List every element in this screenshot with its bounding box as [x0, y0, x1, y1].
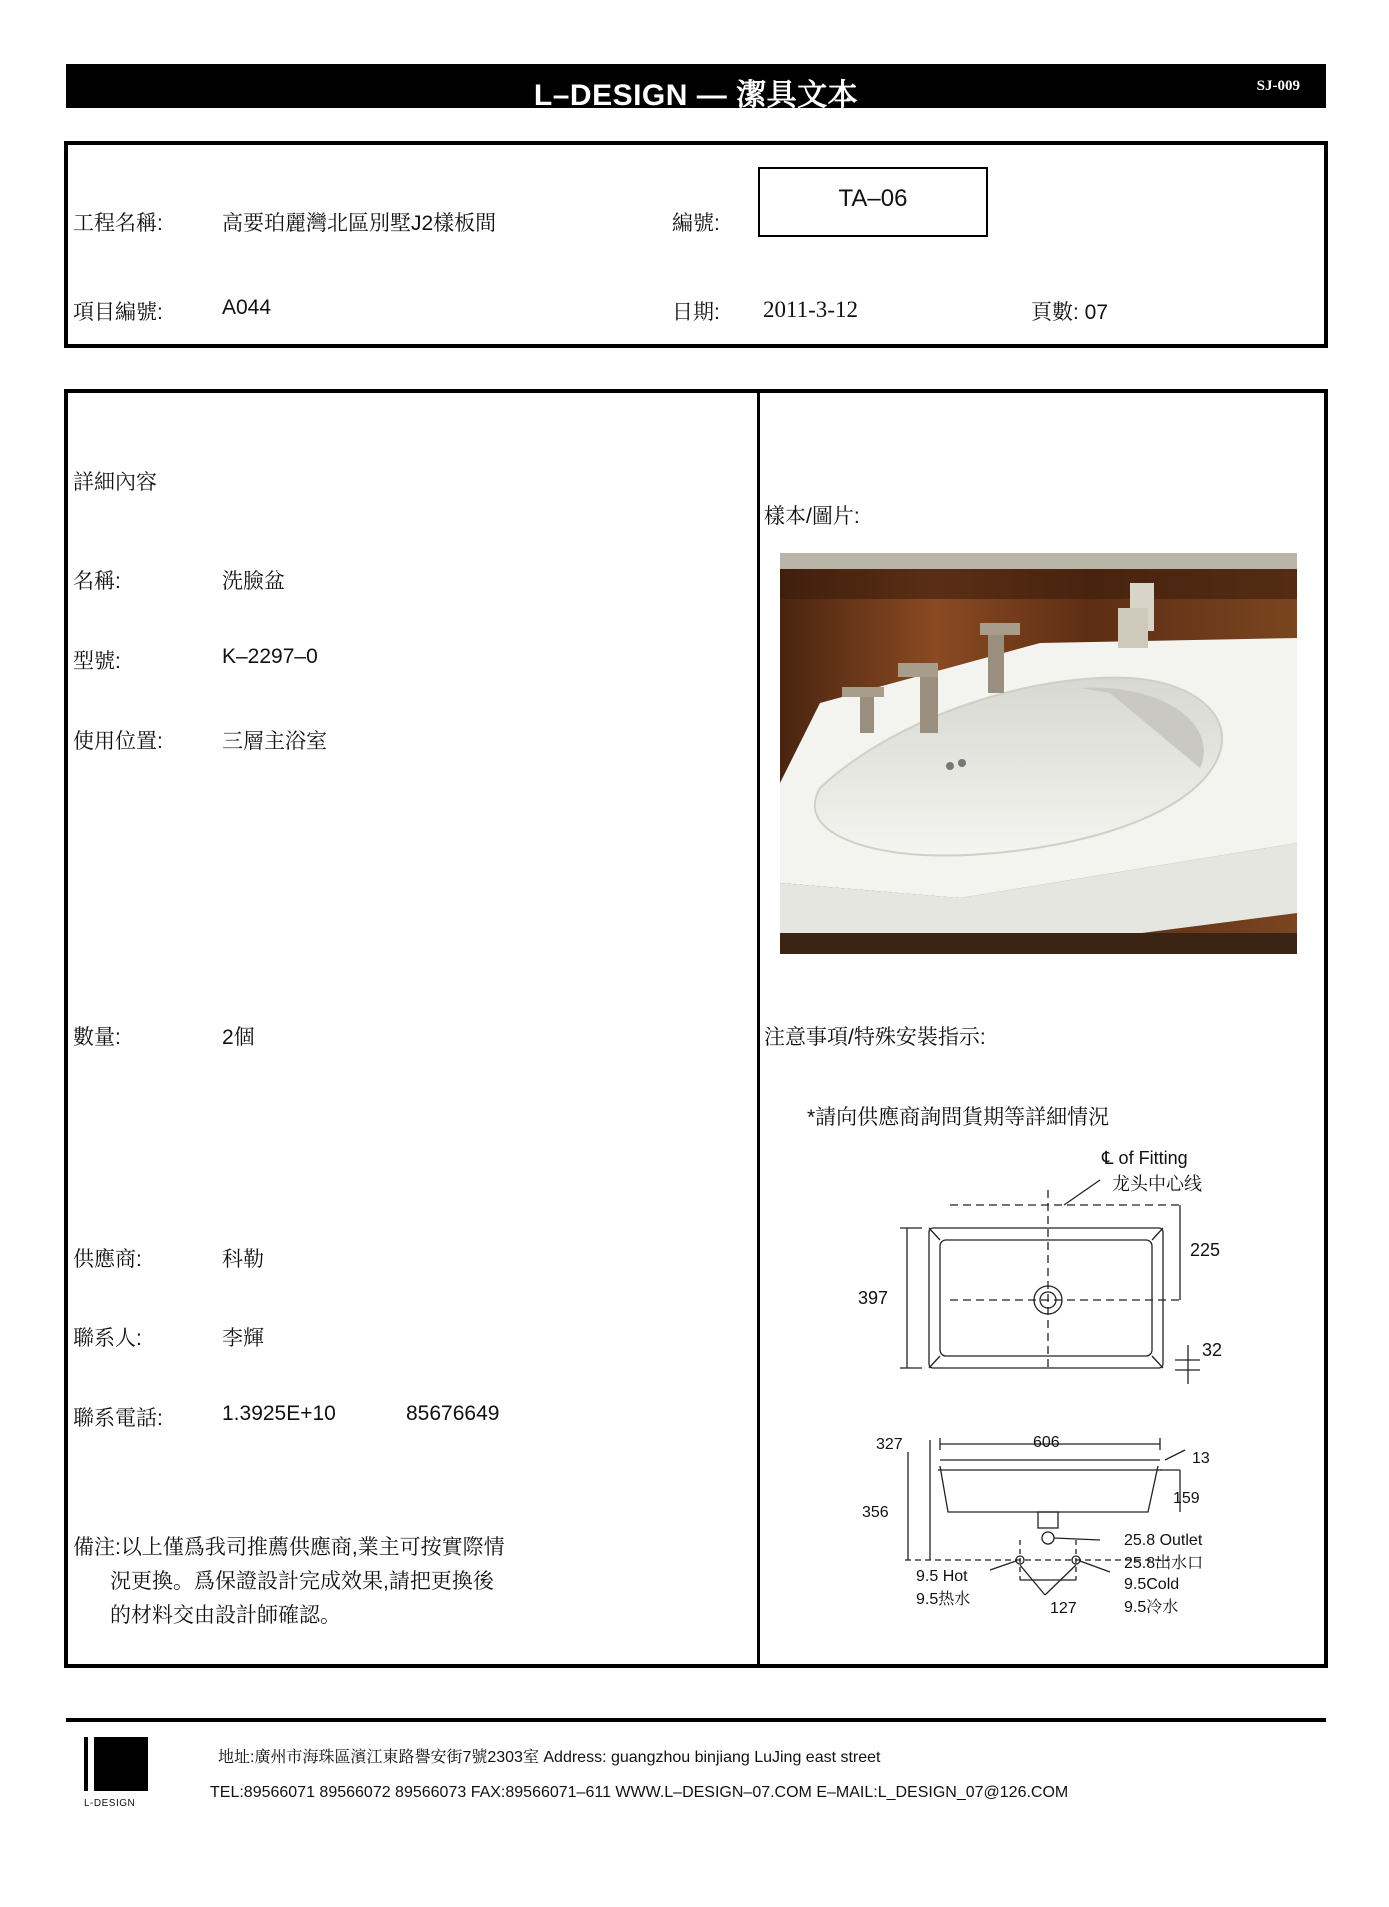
footer-address: 地址:廣州市海珠區濱江東路譽安街7號2303室 Address: guangzhou binjiang LuJing east street — [218, 1749, 881, 1766]
supplier-value: 科勒 — [222, 1248, 264, 1271]
notes-label: 注意事項/特殊安裝指示: — [764, 1026, 986, 1049]
details-heading: 詳細內容 — [73, 471, 157, 494]
hot-label-cn: 9.5热水 — [916, 1591, 971, 1608]
date-label: 日期: — [672, 301, 720, 324]
supplier-label: 供應商: — [73, 1248, 142, 1271]
contact-label: 聯系人: — [73, 1327, 142, 1350]
document-code: SJ-009 — [1256, 78, 1300, 94]
outlet-label: 25.8 Outlet — [1124, 1532, 1203, 1549]
item-code-value: A044 — [222, 296, 272, 319]
remark-line-2: 況更換。爲保證設計完成效果,請把更換後 — [110, 1570, 494, 1593]
phone-label: 聯系電話: — [73, 1407, 163, 1430]
sample-label: 樣本/圖片: — [764, 505, 860, 528]
code-value-box — [758, 167, 988, 237]
company-logo — [84, 1737, 148, 1795]
hot-label: 9.5 Hot — [916, 1568, 968, 1585]
fitting-centerline-cn: 龙头中心线 — [1112, 1174, 1202, 1194]
logo-text: L-DESIGN — [84, 1798, 136, 1809]
phone-value-2: 85676649 — [406, 1402, 500, 1425]
footer-divider — [66, 1718, 1326, 1722]
dim-159: 159 — [1173, 1490, 1200, 1507]
item-code-label: 項目編號: — [73, 301, 163, 324]
phone-value-1: 1.3925E+10 — [222, 1402, 336, 1425]
fitting-centerline-label: ℄ of Fitting — [1102, 1148, 1188, 1168]
code-value: TA–06 — [838, 185, 908, 212]
item-name-value: 洗臉盆 — [222, 570, 285, 593]
footer-contacts: TEL:89566071 89566072 89566073 FAX:89566071–611 WWW.L–DESIGN–07.COM E–MAIL:L_DESIGN_07@126.COM — [210, 1784, 1069, 1801]
dim-606: 606 — [1033, 1434, 1060, 1451]
model-value: K–2297–0 — [222, 645, 318, 668]
code-label: 編號: — [672, 212, 720, 235]
location-label: 使用位置: — [73, 730, 163, 753]
cold-label: 9.5Cold — [1124, 1576, 1180, 1593]
supplier-note: *請向供應商詢問貨期等詳細情況 — [807, 1106, 1110, 1129]
date-value: 2011-3-12 — [763, 297, 858, 322]
dim-397: 397 — [858, 1288, 889, 1308]
dim-356: 356 — [862, 1504, 889, 1521]
project-name-value: 高要珀麗灣北區別墅J2樣板間 — [222, 212, 497, 235]
title-bar — [66, 64, 1326, 112]
dim-13: 13 — [1192, 1450, 1210, 1467]
location-value: 三層主浴室 — [222, 730, 327, 753]
quantity-value: 2個 — [222, 1026, 255, 1049]
document-title: L–DESIGN — 潔具文本 — [533, 79, 859, 112]
item-name-label: 名稱: — [73, 570, 121, 593]
remark-line-3: 的材料交由設計師確認。 — [110, 1604, 341, 1627]
remark-line-1: 備注:以上僅爲我司推薦供應商,業主可按實際情 — [73, 1536, 505, 1559]
contact-value: 李輝 — [222, 1327, 264, 1350]
cold-label-cn: 9.5冷水 — [1124, 1599, 1179, 1616]
page-number: 頁數: 07 — [1031, 301, 1109, 324]
outlet-label-cn: 25.8出水口 — [1124, 1555, 1204, 1572]
dim-32: 32 — [1202, 1340, 1223, 1360]
dim-127: 127 — [1050, 1600, 1077, 1617]
dim-225: 225 — [1190, 1240, 1221, 1260]
dim-327: 327 — [876, 1436, 903, 1453]
sink-photo — [780, 553, 1297, 954]
project-name-label: 工程名稱: — [73, 212, 163, 235]
quantity-label: 數量: — [73, 1026, 121, 1049]
model-label: 型號: — [73, 650, 121, 673]
dimension-drawing — [840, 1140, 1260, 1640]
column-divider — [757, 390, 760, 1666]
